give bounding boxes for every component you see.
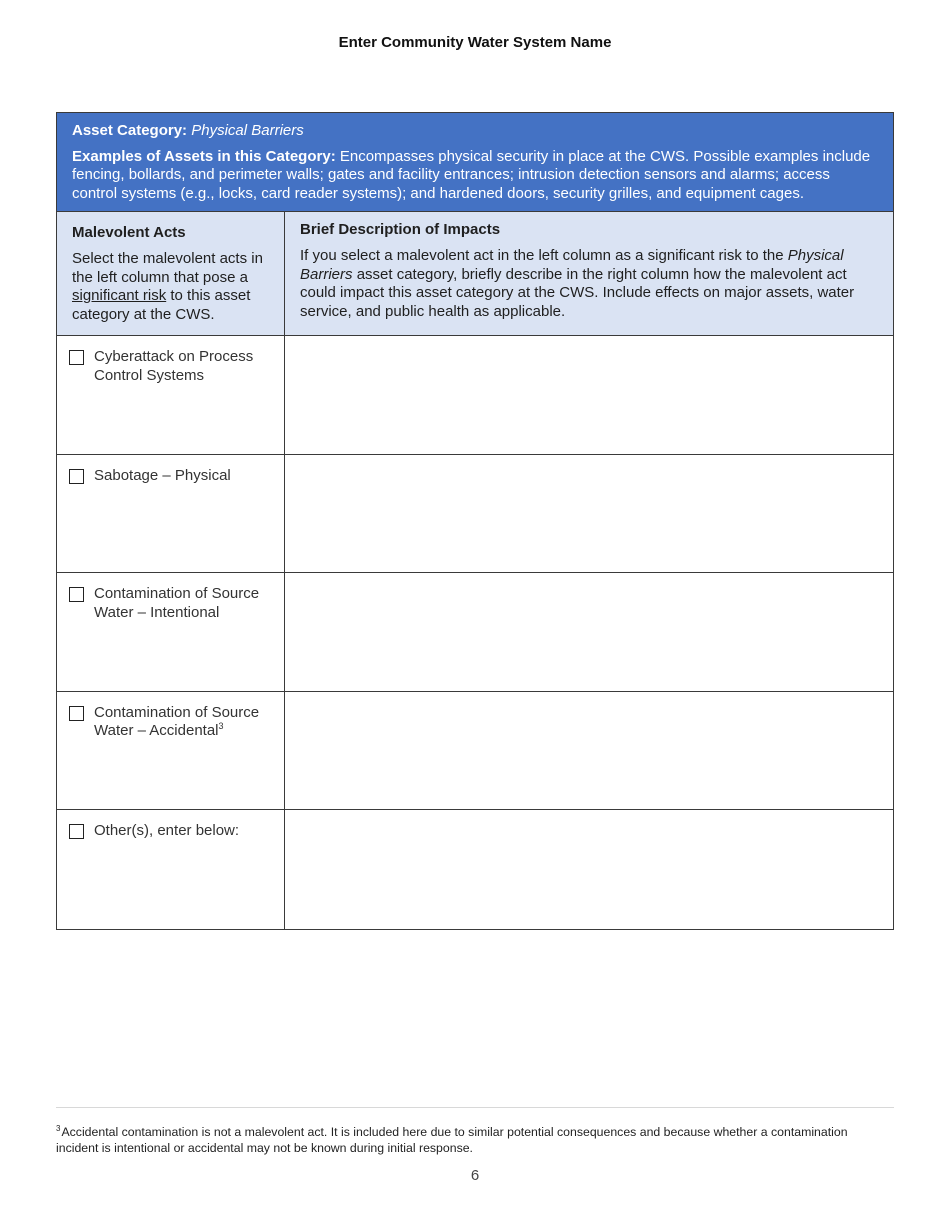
examples-label: Examples of Assets in this Category: [72,147,336,165]
act-row-contamination-accidental [57,692,893,811]
act-checkbox[interactable] [69,824,84,839]
impact-text[interactable] [285,455,893,573]
act-label: Cyberattack on Process Control Systems [94,348,254,384]
footnote-text: Accidental contamination is not a malevolent act. It is included here due to similar potential consequences and because whether a contamination incident is intentional or accidental may not be known during initial response. [56,1125,848,1155]
impact-text[interactable] [285,810,893,929]
instructions-part-2: to this asset category at the CWS. [72,287,251,323]
act-cell [57,455,285,573]
impacts-header [285,212,893,335]
act-checkbox[interactable] [69,587,84,602]
assessment-table [56,112,894,930]
act-cell [57,692,285,810]
act-row-cyberattack [57,336,893,455]
impacts-part-2: asset category, briefly describe in the right column how the malevolent act could impact this asset category at the CWS. Include effects on major assets, water service, and public health as applicable. [300,265,855,320]
impacts-instructions [300,247,879,321]
impact-text[interactable] [285,336,893,454]
impact-description-field[interactable] [285,692,893,810]
page-number: 6 [470,1167,480,1184]
impacts-part-1: If you select a malevolent act in the left column as a significant risk to the [300,247,784,264]
malevolent-acts-title: Malevolent Acts [72,224,186,241]
impacts-italic: Physical Barriers [300,247,844,283]
examples-text: Encompasses physical security in place at the CWS. Possible examples include fencing, bollards, and perimeter walls; gates and facility entrances; intrusion detection sensors and alarms; access control systems (e.g., locks, card reader systems); and hardened doors, security grilles, and equipment cages. [72,147,871,202]
footnote [56,1125,886,1156]
impacts-title: Brief Description of Impacts [300,221,501,238]
malevolent-acts-instructions [72,250,274,324]
examples-line [72,148,879,204]
act-label [94,704,276,741]
act-row-sabotage [57,455,893,574]
act-label: Contamination of Source Water – Intentional [94,585,260,621]
act-label: Sabotage – Physical [94,466,231,484]
footnote-reference: 3 [218,721,224,731]
impact-description-field[interactable] [285,455,893,573]
column-header-row [57,212,893,336]
footnote-divider [56,1107,894,1108]
act-label: Other(s), enter below: [94,822,240,839]
act-checkbox[interactable] [69,350,84,365]
category-banner [57,113,893,212]
impact-text[interactable] [285,692,893,810]
act-row-contamination-intentional [57,573,893,692]
asset-category-label: Asset Category: [72,122,188,139]
asset-category-value: Physical Barriers [191,122,304,139]
malevolent-acts-header [57,212,285,335]
act-cell [57,336,285,454]
impact-description-field[interactable] [285,573,893,691]
act-checkbox[interactable] [69,469,84,484]
instructions-underlined: significant risk [72,287,167,304]
act-row-other [57,810,893,929]
act-checkbox[interactable] [69,706,84,721]
act-cell [57,810,285,929]
act-cell [57,573,285,691]
instructions-part-1: Select the malevolent acts in the left column that pose a [72,250,263,286]
impact-description-field[interactable] [285,336,893,454]
cws-name-title[interactable]: Enter Community Water System Name [338,34,612,51]
act-label-text: Contamination of Source Water – Accidental [94,703,260,739]
impact-text[interactable] [285,573,893,691]
impact-description-field[interactable] [285,810,893,929]
asset-category-line [72,122,879,141]
footnote-number: 3 [56,1123,61,1133]
